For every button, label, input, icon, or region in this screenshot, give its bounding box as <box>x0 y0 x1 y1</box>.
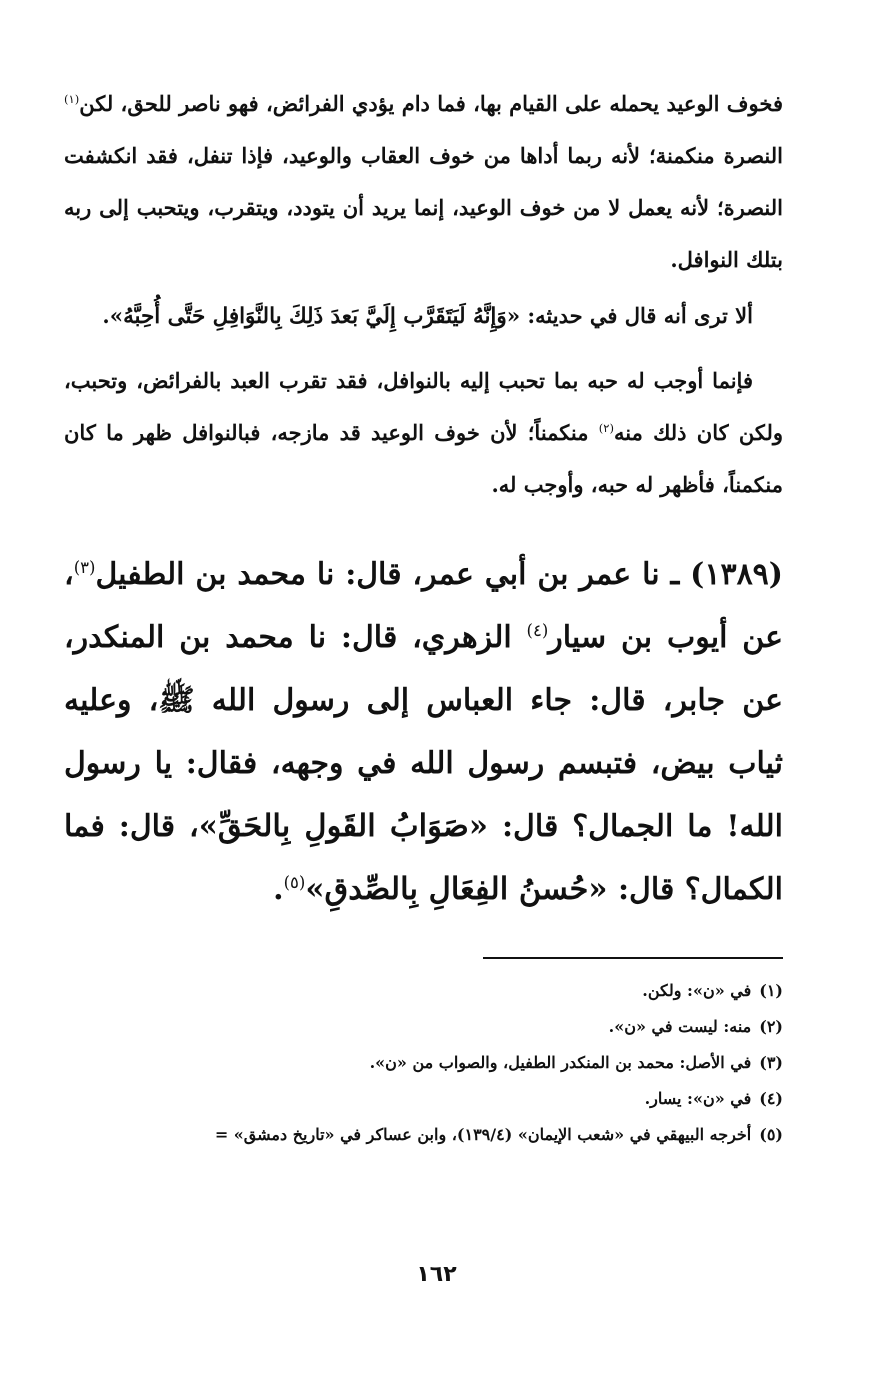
footnote-text: في «ن»: ولكن. <box>642 981 752 1000</box>
body-paragraph-2 <box>64 290 783 343</box>
paragraph-text: ألا ترى أنه قال في حديثه: <box>520 303 753 328</box>
hadith-text: ، قال: فما الكمال؟ قال: <box>64 809 783 907</box>
footnote-number: (٢) <box>759 1017 783 1036</box>
paragraph-text: منكمناً؛ لأن خوف الوعيد قد مازجه، فبالنوافل ظهر ما كان منكمناً، فأظهر له حبه، وأوجب له. <box>64 420 783 497</box>
hadith-text: ـ نا عمر بن أبي عمر، قال: نا محمد بن الطفيل <box>95 557 691 592</box>
hadith-text: الزهري، قال: نا محمد بن المنكدر، عن جابر، قال: جاء العباس إلى رسول الله ﷺ، وعليه ثياب بيض، فتبسم رسول الله في وجهه، فقال: يا رسول الله! ما الجمال؟ قال: <box>64 620 783 844</box>
hadith-quote: «صَوَابُ القَولِ بِالحَقِّ» <box>198 808 489 844</box>
footnote-1 <box>64 973 783 1009</box>
hadith-text: . <box>273 872 284 907</box>
book-page <box>64 78 783 1387</box>
body-paragraph-3 <box>64 355 783 511</box>
footnote-2 <box>64 1009 783 1045</box>
footnote-ref-1[interactable]: (١) <box>64 92 80 106</box>
hadith-number: (١٣٨٩) <box>690 557 783 592</box>
footnote-text: في «ن»: يسار. <box>644 1089 752 1108</box>
footnotes <box>64 973 783 1153</box>
body-paragraph-1 <box>64 78 783 286</box>
footnote-text: في الأصل: محمد بن المنكدر الطفيل، والصواب من «ن». <box>369 1053 752 1072</box>
footnote-number: (٥) <box>759 1125 783 1144</box>
footnote-5 <box>64 1117 783 1153</box>
footnote-text: أخرجه البيهقي في «شعب الإيمان» (١٣٩/٤)، وابن عساكر في «تاريخ دمشق» = <box>214 1125 752 1144</box>
paragraph-text: فإنما أوجب له حبه بما تحبب إليه بالنوافل، فقد تقرب العبد بالفرائض، وتحبب، ولكن كان ذلك منه <box>64 368 783 445</box>
footnote-3 <box>64 1045 783 1081</box>
hadith-quote: «حُسنُ الفِعَالِ بِالصِّدقِ» <box>305 871 608 907</box>
hadith-quote: «وَإِنَّهُ لَيَتَقَرَّب إِلَيَّ بَعدَ ذَلِكَ بِالنَّوَافِلِ حَتَّى أُحِبَّهُ» <box>109 304 521 329</box>
page-number: ١٦٢ <box>416 1262 457 1287</box>
hadith-entry <box>64 543 783 921</box>
footnote-ref-3[interactable]: (٣) <box>73 558 96 577</box>
footnote-text: منه: ليست في «ن». <box>608 1017 752 1036</box>
paragraph-text: فخوف الوعيد يحمله على القيام بها، فما دام يؤدي الفرائض، فهو ناصر للحق، لكن <box>79 91 783 116</box>
footnote-number: (١) <box>759 981 783 1000</box>
hadith-text: ، عن أيوب بن سيار <box>64 557 783 655</box>
paragraph-text: النصرة منكمنة؛ لأنه ربما أداها من خوف العقاب والوعيد، فإذا تنفل، فقد انكشفت النصرة؛ لأنه يعمل لا من خوف الوعيد، إنما يريد أن يتودد، ويتقرب، ويتحبب إلى ربه بتلك النوافل. <box>64 143 783 272</box>
footnote-number: (٣) <box>759 1053 783 1072</box>
footnote-4 <box>64 1081 783 1117</box>
footnote-ref-5[interactable]: (٥) <box>283 873 306 892</box>
paragraph-text: . <box>102 303 110 328</box>
footnote-ref-4[interactable]: (٤) <box>526 621 549 640</box>
footnote-separator <box>483 957 783 959</box>
footnote-number: (٤) <box>759 1089 783 1108</box>
footnote-ref-2[interactable]: (٢) <box>598 421 614 435</box>
